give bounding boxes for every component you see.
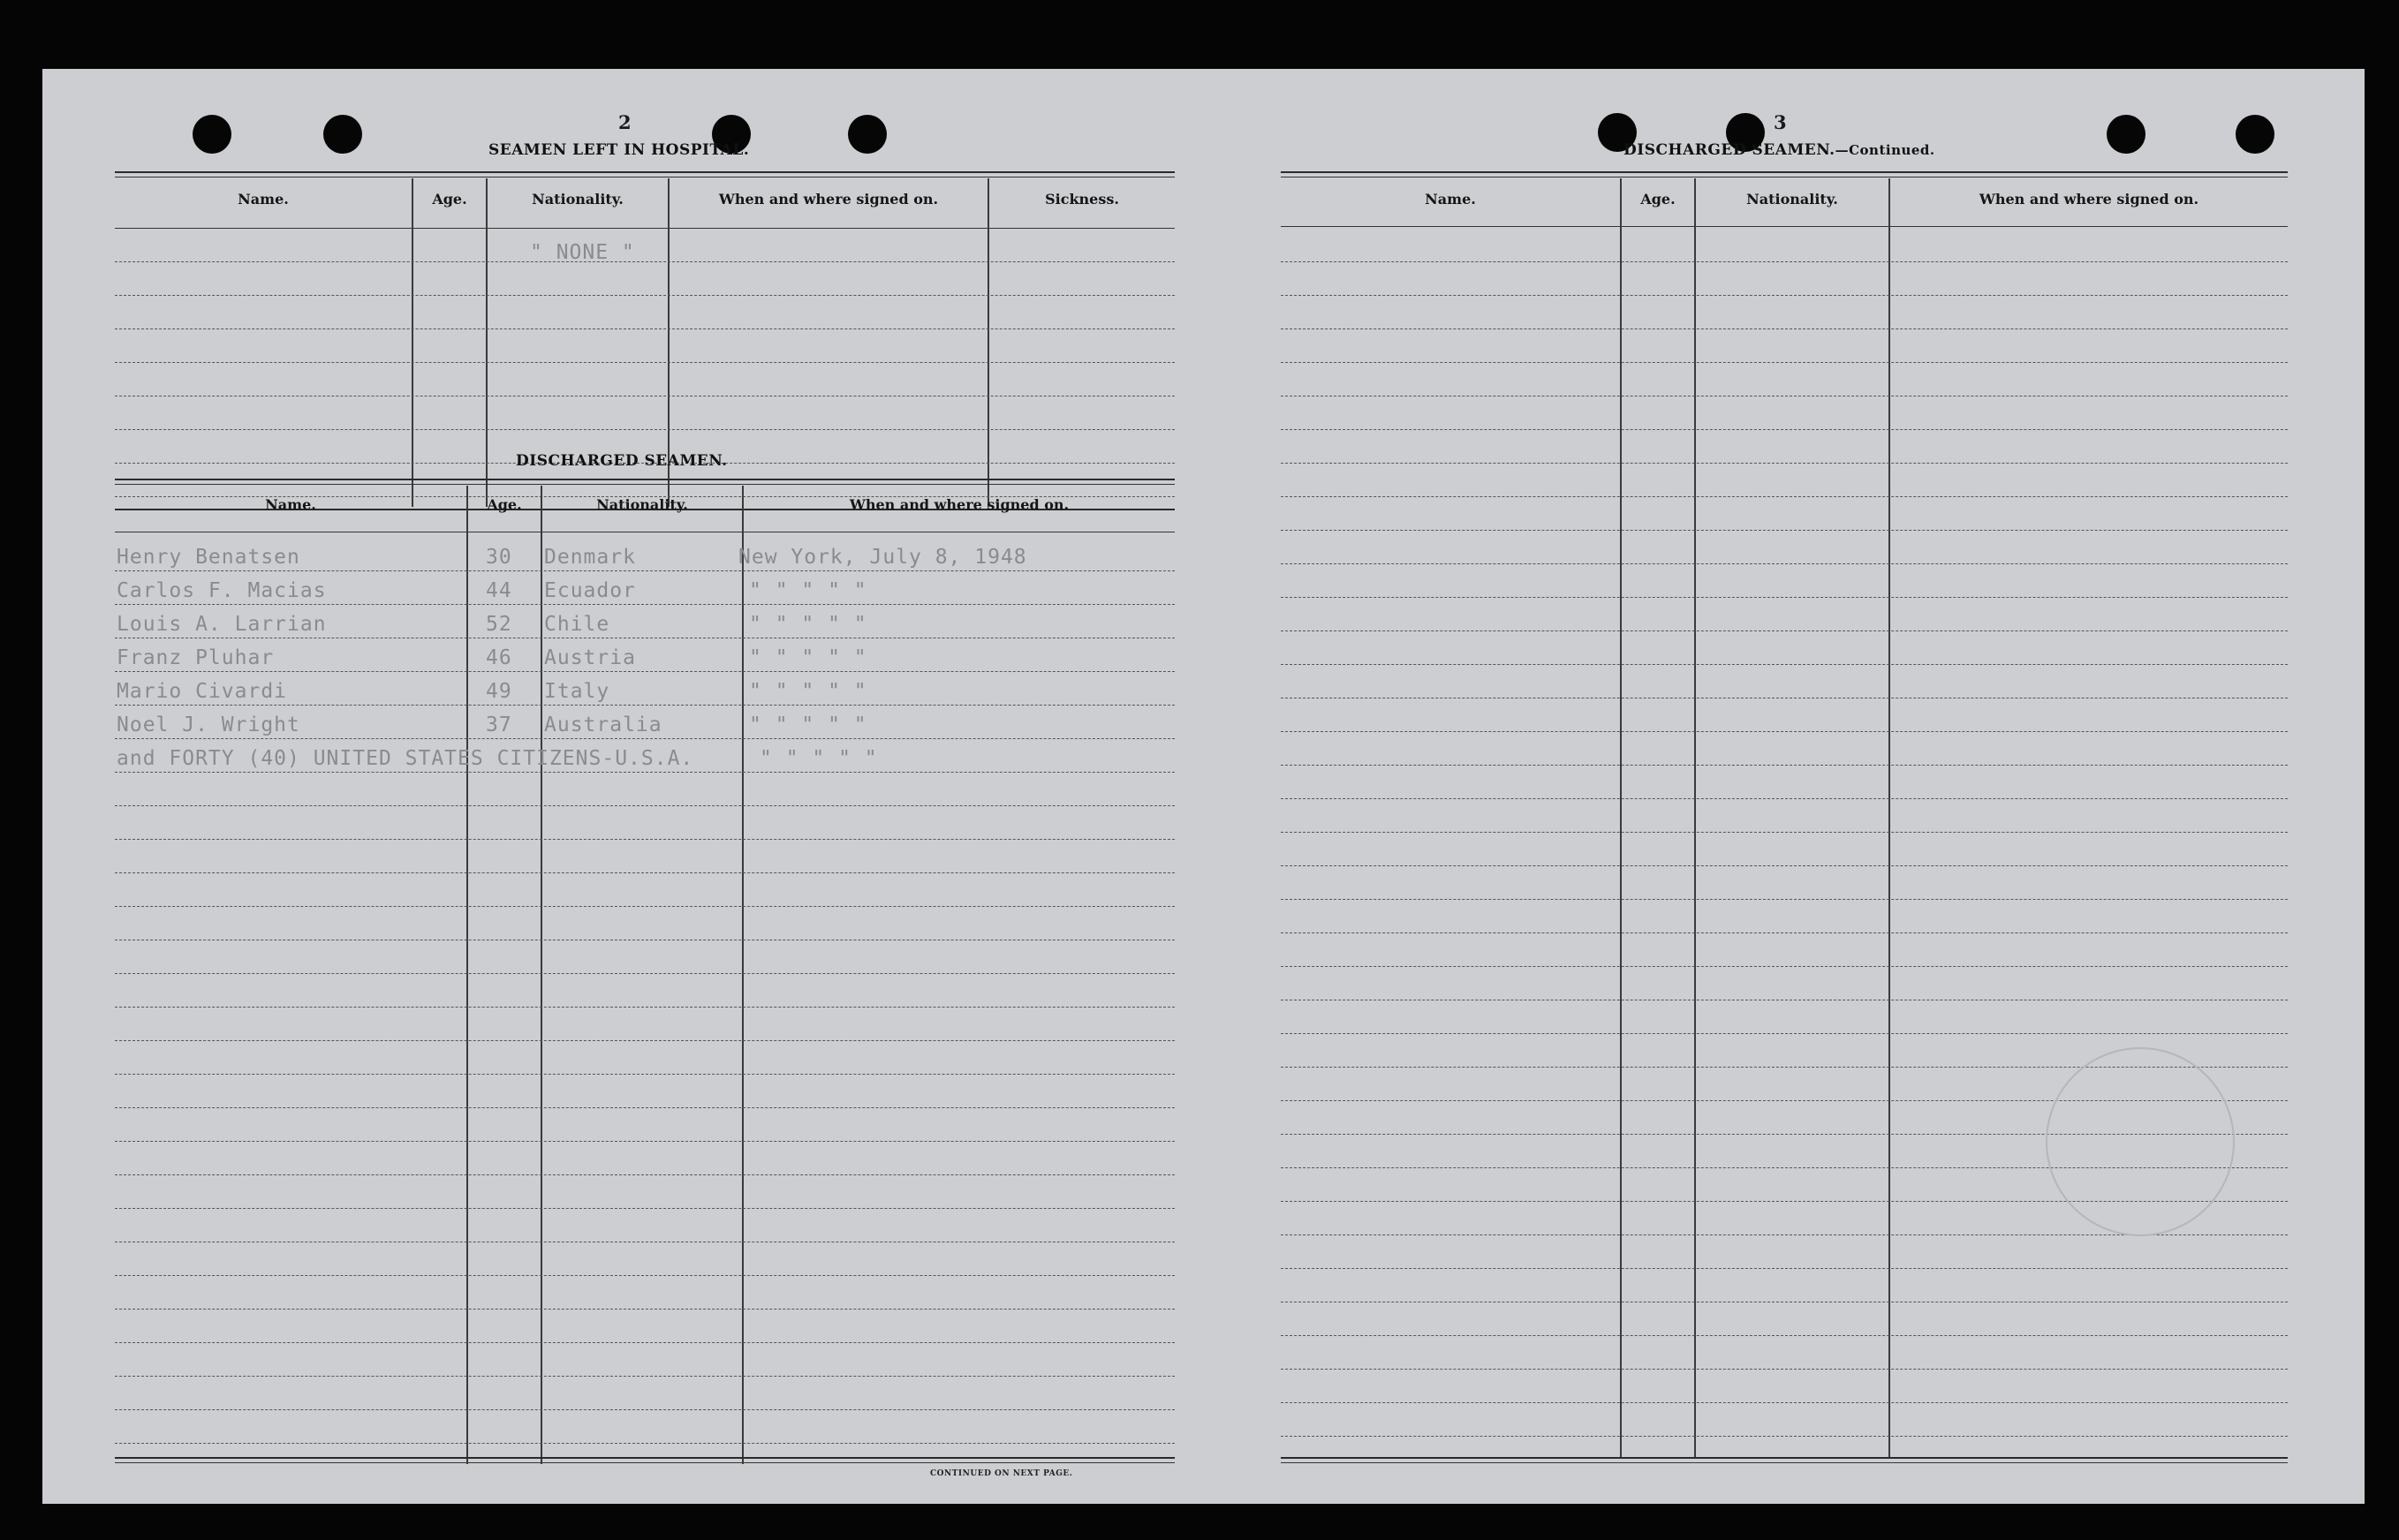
entry-line	[1281, 1033, 2288, 1034]
col-header-nationality: Nationality.	[596, 496, 688, 513]
seaman-age: 46	[486, 646, 512, 669]
entry-line	[1281, 630, 2288, 631]
entry-line	[1281, 261, 2288, 262]
entry-line	[115, 362, 1175, 363]
rule	[115, 1457, 1175, 1459]
entry-line	[1281, 429, 2288, 430]
col-header-signed-on: When and where signed on.	[1979, 191, 2199, 208]
seaman-age: 37	[486, 713, 512, 736]
summary-citizens-line: and FORTY (40) UNITED STATES CITIZENS-U.S.A.	[117, 747, 694, 770]
seaman-signed-on: " " " " "	[749, 579, 867, 602]
faint-stamp-circle	[2046, 1047, 2235, 1236]
column-divider	[466, 486, 468, 1464]
rule	[1281, 226, 2288, 227]
entry-line	[1281, 1268, 2288, 1269]
entry-line	[1281, 1369, 2288, 1370]
entry-line	[115, 1309, 1175, 1310]
entry-line	[115, 1074, 1175, 1075]
hospital-none-entry: " NONE "	[530, 241, 635, 264]
seaman-name: Carlos F. Macias	[117, 579, 327, 602]
entry-line	[115, 261, 1175, 262]
seaman-name: Henry Benatsen	[117, 546, 300, 569]
page-number-right: 3	[1774, 111, 1787, 133]
entry-line	[115, 805, 1175, 806]
punch-hole	[323, 115, 362, 154]
col-header-sickness: Sickness.	[1045, 191, 1119, 208]
entry-line	[1281, 899, 2288, 900]
entry-line	[115, 872, 1175, 873]
rule	[1281, 1462, 2288, 1463]
entry-line	[115, 1007, 1175, 1008]
entry-line	[115, 705, 1175, 706]
entry-line	[1281, 664, 2288, 665]
seaman-nationality: Austria	[544, 646, 636, 669]
entry-line	[1281, 1335, 2288, 1336]
entry-line	[115, 1208, 1175, 1209]
col-header-name: Name.	[265, 496, 316, 513]
col-header-age: Age.	[432, 191, 467, 208]
punch-hole	[2107, 115, 2145, 154]
seaman-name: Franz Pluhar	[117, 646, 275, 669]
seaman-nationality: Denmark	[544, 546, 636, 569]
column-divider	[988, 178, 989, 507]
col-header-age: Age.	[487, 496, 522, 513]
summary-signed-on: " " " " "	[760, 747, 878, 770]
entry-line	[115, 772, 1175, 773]
entry-line	[1281, 865, 2288, 866]
entry-line	[115, 1342, 1175, 1343]
seaman-name: Noel J. Wright	[117, 713, 300, 736]
seaman-name: Louis A. Larrian	[117, 613, 327, 636]
seaman-nationality: Italy	[544, 680, 610, 703]
entry-line	[1281, 295, 2288, 296]
seaman-nationality: Chile	[544, 613, 610, 636]
rule	[115, 1462, 1175, 1463]
entry-line	[1281, 463, 2288, 464]
rule	[115, 171, 1175, 173]
seaman-age: 49	[486, 680, 512, 703]
entry-line	[115, 295, 1175, 296]
hospital-section-title: SEAMEN LEFT IN HOSPITAL.	[488, 141, 750, 159]
entry-line	[115, 1409, 1175, 1410]
rule	[1281, 1457, 2288, 1459]
entry-line	[115, 570, 1175, 571]
seaman-signed-on: " " " " "	[749, 680, 867, 703]
entry-line	[1281, 328, 2288, 329]
entry-line	[115, 328, 1175, 329]
right-title-continued: —Continued.	[1835, 142, 1935, 158]
seaman-nationality: Australia	[544, 713, 662, 736]
col-header-signed-on: When and where signed on.	[849, 496, 1070, 513]
entry-line	[115, 973, 1175, 974]
page-number-left: 2	[618, 111, 632, 133]
discharged-section-title: DISCHARGED SEAMEN.	[516, 452, 728, 470]
document-sheet	[42, 69, 2365, 1504]
seaman-signed-on: " " " " "	[749, 646, 867, 669]
continued-footnote: CONTINUED ON NEXT PAGE.	[930, 1469, 1073, 1478]
entry-line	[115, 1141, 1175, 1142]
entry-line	[115, 1275, 1175, 1276]
column-divider	[1888, 178, 1890, 1457]
seaman-signed-on: " " " " "	[749, 713, 867, 736]
right-section-title	[1623, 141, 1935, 159]
entry-line	[115, 839, 1175, 840]
rule	[115, 228, 1175, 229]
entry-line	[1281, 932, 2288, 933]
rule	[115, 484, 1175, 485]
seaman-age: 52	[486, 613, 512, 636]
rule	[115, 479, 1175, 480]
entry-line	[1281, 832, 2288, 833]
column-divider	[742, 486, 744, 1464]
entry-line	[115, 1040, 1175, 1041]
col-header-nationality: Nationality.	[1746, 191, 1838, 208]
entry-line	[115, 1107, 1175, 1108]
entry-line	[1281, 362, 2288, 363]
seaman-age: 44	[486, 579, 512, 602]
entry-line	[1281, 530, 2288, 531]
entry-line	[1281, 597, 2288, 598]
col-header-name: Name.	[238, 191, 289, 208]
entry-line	[1281, 798, 2288, 799]
entry-line	[1281, 966, 2288, 967]
punch-hole	[2236, 115, 2274, 154]
seaman-name: Mario Civardi	[117, 680, 288, 703]
entry-line	[1281, 731, 2288, 732]
punch-hole	[848, 115, 887, 154]
right-title-main: DISCHARGED SEAMEN.	[1623, 141, 1835, 159]
col-header-name: Name.	[1425, 191, 1476, 208]
column-divider	[412, 178, 413, 507]
entry-line	[115, 429, 1175, 430]
col-header-age: Age.	[1640, 191, 1676, 208]
entry-line	[1281, 765, 2288, 766]
entry-line	[1281, 1436, 2288, 1437]
seaman-signed-on: " " " " "	[749, 613, 867, 636]
entry-line	[115, 1443, 1175, 1444]
entry-line	[115, 906, 1175, 907]
entry-line	[115, 738, 1175, 739]
col-header-signed-on: When and where signed on.	[718, 191, 939, 208]
punch-hole	[193, 115, 231, 154]
column-divider	[541, 486, 542, 1464]
entry-line	[1281, 496, 2288, 497]
column-divider	[1694, 178, 1696, 1457]
rule	[1281, 171, 2288, 173]
seaman-age: 30	[486, 546, 512, 569]
seaman-signed-on: New York, July 8, 1948	[738, 546, 1027, 569]
entry-line	[115, 604, 1175, 605]
column-divider	[486, 178, 488, 507]
entry-line	[115, 1376, 1175, 1377]
entry-line	[115, 1174, 1175, 1175]
entry-line	[115, 671, 1175, 672]
seaman-nationality: Ecuador	[544, 579, 636, 602]
entry-line	[1281, 563, 2288, 564]
entry-line	[1281, 1402, 2288, 1403]
col-header-nationality: Nationality.	[532, 191, 624, 208]
column-divider	[1620, 178, 1622, 1457]
